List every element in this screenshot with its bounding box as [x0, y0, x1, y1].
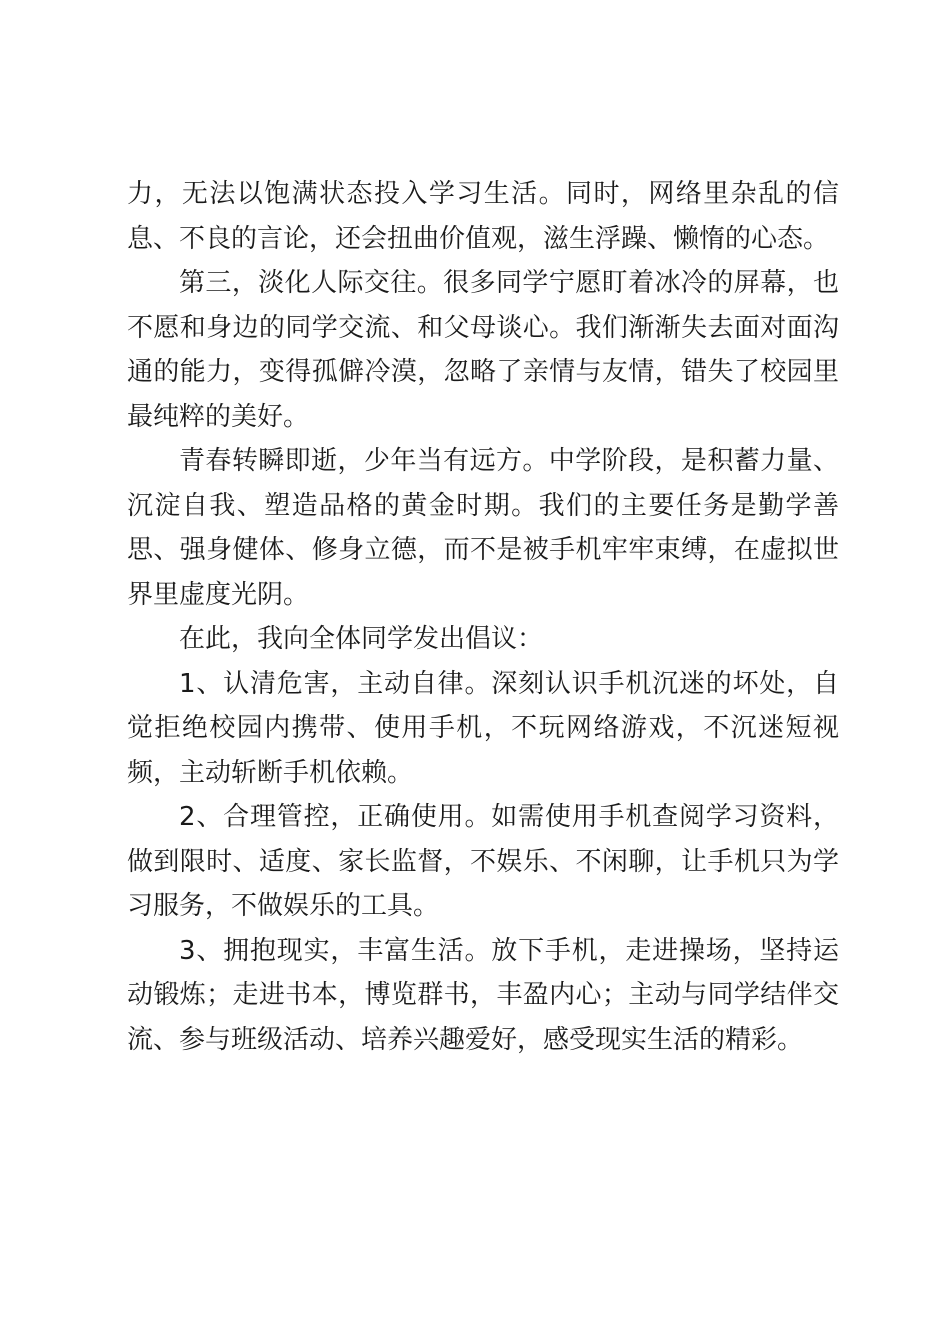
paragraph-proposal-3: 3、拥抱现实，丰富生活。放下手机，走进操场，坚持运动锻炼；走进书本，博览群书，丰盈内心；主动与同学结伴交流、参与班级活动、培养兴趣爱好，感受现实生活的精彩。: [127, 935, 839, 1055]
paragraph-point-three: 第三，淡化人际交往。很多同学宁愿盯着冰冷的屏幕，也不愿和身边的同学交流、和父母谈心。我们渐渐失去面对面沟通的能力，变得孤僻冷漠，忽略了亲情与友情，错失了校园里最纯粹的美好。: [127, 268, 839, 432]
document-body: [127, 172, 839, 1062]
paragraph-proposal-2: 2、合理管控，正确使用。如需使用手机查阅学习资料，做到限时、适度、家长监督，不娱乐、不闲聊，让手机只为学习服务，不做娱乐的工具。: [127, 802, 839, 921]
paragraph-continuation: 力，无法以饱满状态投入学习生活。同时，网络里杂乱的信息、不良的言论，还会扭曲价值观，滋生浮躁、懒惰的心态。: [127, 179, 839, 254]
paragraph-proposal-intro: 在此，我向全体同学发出倡议：: [179, 624, 544, 654]
paragraph-proposal-1: 1、认清危害，主动自律。深刻认识手机沉迷的坏处，自觉拒绝校园内携带、使用手机，不玩网络游戏，不沉迷短视频，主动斩断手机依赖。: [127, 668, 839, 788]
paragraph-youth: 青春转瞬即逝，少年当有远方。中学阶段，是积蓄力量、沉淀自我、塑造品格的黄金时期。我们的主要任务是勤学善思、强身健体、修身立德，而不是被手机牢牢束缚，在虚拟世界里虚度光阴。: [127, 446, 839, 610]
